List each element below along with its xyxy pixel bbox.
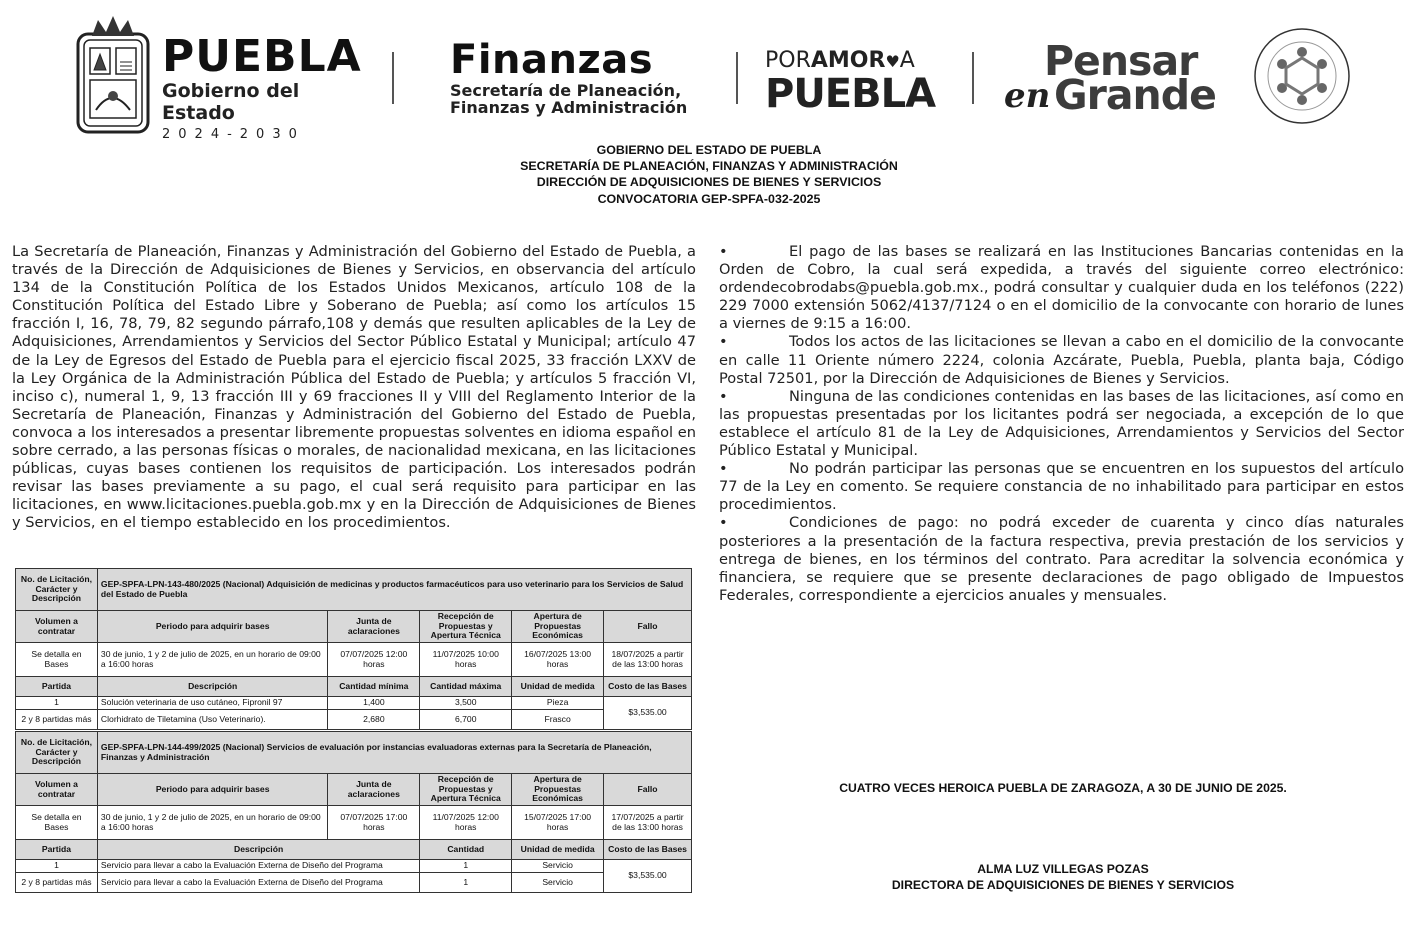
table-cell-volumen: Se detalla en Bases [16, 643, 98, 677]
amor-logo-por: POR [765, 48, 811, 73]
signer-name: ALMA LUZ VILLEGAS POZAS [977, 862, 1149, 876]
table-header-periodo: Periodo para adquirir bases [97, 774, 327, 806]
table-header-cantidad-minima: Cantidad mínima [328, 677, 420, 697]
table-header-no-licitacion: No. de Licitación, Carácter y Descripción [16, 732, 98, 774]
signer-title: DIRECTORA DE ADQUISICIONES DE BIENES Y SERVICIOS [891, 878, 1235, 892]
table-cell-min: 1,400 [328, 697, 420, 710]
licitacion-title: GEP-SPFA-LPN-143-480/2025 (Nacional) Adquisición de medicinas y productos farmacéuticos para uso veterinario para los Servicios de Salud del Estado de Puebla [97, 569, 691, 611]
table-cell-periodo: 30 de junio, 1 y 2 de julio de 2025, en un horario de 09:00 a 16:00 horas [97, 806, 327, 840]
table-header-descripcion: Descripción [97, 677, 327, 697]
table-cell-cantidad: 1 [420, 873, 512, 893]
table-header-fallo: Fallo [604, 774, 692, 806]
logo-divider [392, 52, 394, 104]
bullet-mark: • [719, 333, 728, 351]
bullet-mark: • [719, 387, 728, 405]
table-cell-recepcion: 11/07/2025 10:00 horas [420, 643, 512, 677]
table-row [16, 860, 692, 873]
list-item [719, 388, 1404, 460]
table-header-no-licitacion: No. de Licitación, Carácter y Descripción [16, 569, 98, 611]
intro-paragraph: La Secretaría de Planeación, Finanzas y Administración del Gobierno del Estado de Puebla, a través de la Dirección de Adquisiciones de Bienes y Servicios, en observancia del artículo 134 de la Constitución Política de los Estados Unidos Mexicanos, artículo 108 de la Constitución Política del Estado Libre y Soberano de Puebla; así como los artículos 15 fracción I, 16, 78, 79, 82 segundo párrafo,108 y demás que resulten aplicables de la Ley de Adquisiciones, Arrendamientos y Servicios del Sector Público Estatal y Municipal; artículo 47 de la Ley de Egresos del Estado de Puebla para el ejercicio fiscal 2025, 33 fracción LXXV de la Ley Orgánica de la Administración Pública del Estado de Puebla; y artículos 5 fracción VI, inciso c), numeral 1, 9, 13 fracción III y 69 fracciones II y VIII del Reglamento Interior de la Secretaría de Planeación, Finanzas y Administración del Gobierno del Estado de Puebla, convoca a los interesados a presentar libremente propuestas solventes en idioma español en sobre cerrado, a las personas físicas o morales, de nacionalidad mexicana, en las licitaciones públicas, cuyas bases contienen los requisitos de participación. Los interesados podrán revisar las bases previamente a su pago, el cual será requisito para participar en las licitaciones, en www.licitaciones.puebla.gob.mx y en la Dirección de Adquisiciones de Bienes y Servicios, en el tiempo establecido en los procedimientos. [12, 243, 696, 532]
pensar-logo-bottom: Grande [1054, 71, 1216, 119]
heading-line-4: CONVOCATORIA GEP-SPFA-032-2025 [597, 191, 821, 206]
table-header-volumen: Volumen a contratar [16, 611, 98, 643]
table-header-partida: Partida [16, 840, 98, 860]
bullet-text: Todos los actos de las licitaciones se llevan a cabo en el domicilio de la convocante en calle 11 Oriente número 2224, colonia Azcárate, Puebla, Puebla, planta baja, Código Postal 72501, por la Dirección de Adquisiciones de Bienes y Servicios. [719, 333, 1404, 387]
table-cell-periodo: 30 de junio, 1 y 2 de julio de 2025, en un horario de 09:00 a 16:00 horas [97, 643, 327, 677]
table-cell-cantidad: 1 [420, 860, 512, 873]
table-row [16, 873, 692, 893]
licitacion-table-144 [15, 731, 692, 893]
table-header-fallo: Fallo [604, 611, 692, 643]
signature-block [730, 861, 1396, 893]
table-cell-unidad: Servicio [512, 873, 604, 893]
bullet-mark: • [719, 460, 728, 478]
table-header-junta: Junta de aclaraciones [328, 774, 420, 806]
table-header-periodo: Periodo para adquirir bases [97, 611, 327, 643]
table-cell-max: 3,500 [420, 697, 512, 710]
table-row [16, 710, 692, 730]
norma-igualdad-laboral-seal-icon [1252, 24, 1352, 128]
table-cell-unidad: Servicio [512, 860, 604, 873]
puebla-logo-subtitle: Gobierno del Estado [162, 80, 300, 124]
table-cell-recepcion: 11/07/2025 12:00 horas [420, 806, 512, 840]
bullet-text: El pago de las bases se realizará en las Instituciones Bancarias contenidas en la Orden de Cobro, la cual será expedida, a través del siguiente correo electrónico: ordendecobrodabs@puebla.gob.mx., podrá consultar y cualquier duda en los teléfonos (222) 229 7000 extensión 5062/4137/7124 o en el domicilio de la convocante con horario de lunes a viernes de 9:15 a 16:00. [719, 243, 1404, 333]
pensar-en-grande-logo [1004, 37, 1224, 120]
heading-line-1: GOBIERNO DEL ESTADO DE PUEBLA [596, 143, 822, 157]
table-header-costo: Costo de las Bases [604, 677, 692, 697]
table-header-recepcion: Recepción de Propuestas y Apertura Técnica [420, 611, 512, 643]
list-item [719, 514, 1404, 604]
bullet-text: No podrán participar las personas que se encuentren en los supuestos del artículo 77 de la Ley en comento. Se requiere constancia de no inhabilitado para participar en estos procedimientos. [719, 460, 1404, 514]
heart-icon: ♥ [885, 52, 900, 71]
table-cell-partida: 1 [16, 697, 98, 710]
table-header-apertura: Apertura de Propuestas Económicas [512, 611, 604, 643]
pensar-logo-top: Pensar [1044, 37, 1198, 85]
table-header-junta: Junta de aclaraciones [328, 611, 420, 643]
table-header-apertura: Apertura de Propuestas Económicas [512, 774, 604, 806]
conditions-list [719, 243, 1404, 605]
finanzas-logo-title: Finanzas [450, 37, 654, 83]
table-cell-junta: 07/07/2025 17:00 horas [328, 806, 420, 840]
place-and-date: CUATRO VECES HEROICA PUEBLA DE ZARAGOZA, A 30 DE JUNIO DE 2025. [839, 781, 1287, 795]
bullet-text: Ninguna de las condiciones contenidas en las bases de las licitaciones, así como en las propuestas presentadas por los licitantes podrá ser negociada, a excepción de lo que establece el artículo 81 de la Ley de Adquisiciones, Arrendamientos y Servicios del Sector Público Estatal y Municipal. [719, 387, 1404, 460]
list-item [719, 460, 1404, 514]
table-cell-volumen: Se detalla en Bases [16, 806, 98, 840]
convocatoria-heading [409, 142, 1009, 207]
table-cell-descripcion: Clorhidrato de Tiletamina (Uso Veterinario). [97, 710, 327, 730]
table-cell-descripcion: Servicio para llevar a cabo la Evaluación Externa de Diseño del Programa [97, 860, 419, 873]
table-cell-partida: 2 y 8 partidas más [16, 873, 98, 893]
amor-logo-a: A [899, 48, 915, 73]
licitacion-table-143 [15, 568, 692, 730]
table-cell-max: 6,700 [420, 710, 512, 730]
table-row [16, 697, 692, 710]
bullet-text: Condiciones de pago: no podrá exceder de cuarenta y cinco días naturales posteriores a la presentación de la factura respectiva, previa prestación de los servicios y entrega de bienes, en los términos del contrato. Para acreditar la solvencia económica y financiera, se requiere que se presente declaraciones de pago obligado de Impuestos Federales, correspondiente a ejercicios anuales y mensuales. [719, 514, 1404, 604]
pensar-logo-en: en [1004, 76, 1051, 116]
table-cell-apertura: 16/07/2025 13:00 horas [512, 643, 604, 677]
finanzas-logo-subtitle-2: Finanzas y Administración [450, 98, 688, 117]
puebla-logo-years: 2024-2030 [162, 127, 305, 142]
table-header-descripcion: Descripción [97, 840, 419, 860]
finanzas-logo-subtitle-1: Secretaría de Planeación, [450, 81, 682, 100]
table-header-costo: Costo de las Bases [604, 840, 692, 860]
table-header-recepcion: Recepción de Propuestas y Apertura Técnica [420, 774, 512, 806]
heading-line-3: DIRECCIÓN DE ADQUISICIONES DE BIENES Y SERVICIOS [536, 175, 882, 190]
table-header-volumen: Volumen a contratar [16, 774, 98, 806]
puebla-coat-of-arms-icon [72, 14, 154, 134]
table-header-partida: Partida [16, 677, 98, 697]
table-cell-fallo: 17/07/2025 a partir de las 13:00 horas [604, 806, 692, 840]
table-cell-fallo: 18/07/2025 a partir de las 13:00 horas [604, 643, 692, 677]
amor-logo-amor: AMOR [810, 48, 886, 73]
table-cell-unidad: Pieza [512, 697, 604, 710]
table-cell-junta: 07/07/2025 12:00 horas [328, 643, 420, 677]
table-header-cantidad: Cantidad [420, 840, 512, 860]
bullet-mark: • [719, 243, 728, 260]
table-cell-descripcion: Solución veterinaria de uso cutáneo, Fipronil 97 [97, 697, 327, 710]
table-cell-costo: $3,535.00 [604, 697, 692, 730]
licitacion-title: GEP-SPFA-LPN-144-499/2025 (Nacional) Servicios de evaluación por instancias evaluadoras externas para la Secretaría de Planeación, Finanzas y Administración [97, 732, 691, 774]
puebla-logo-title: PUEBLA [162, 31, 362, 82]
finanzas-logo [450, 38, 710, 116]
table-cell-costo: $3,535.00 [604, 860, 692, 893]
heading-line-2: SECRETARÍA DE PLANEACIÓN, FINANZAS Y ADMINISTRACIÓN [520, 159, 898, 174]
logo-divider [972, 52, 974, 104]
table-cell-unidad: Frasco [512, 710, 604, 730]
table-cell-partida: 2 y 8 partidas más [16, 710, 98, 730]
table-header-unidad: Unidad de medida [512, 677, 604, 697]
bullet-mark: • [719, 514, 728, 532]
list-item [719, 333, 1404, 387]
table-cell-apertura: 15/07/2025 17:00 horas [512, 806, 604, 840]
logo-divider [736, 52, 738, 104]
por-amor-a-puebla-logo [765, 48, 955, 117]
table-header-unidad: Unidad de medida [512, 840, 604, 860]
table-cell-partida: 1 [16, 860, 98, 873]
table-header-cantidad-maxima: Cantidad máxima [420, 677, 512, 697]
list-item [719, 243, 1404, 333]
puebla-logo [162, 31, 372, 144]
table-cell-descripcion: Servicio para llevar a cabo la Evaluación Externa de Diseño del Programa [97, 873, 419, 893]
amor-logo-puebla: PUEBLA [765, 71, 936, 117]
table-cell-min: 2,680 [328, 710, 420, 730]
